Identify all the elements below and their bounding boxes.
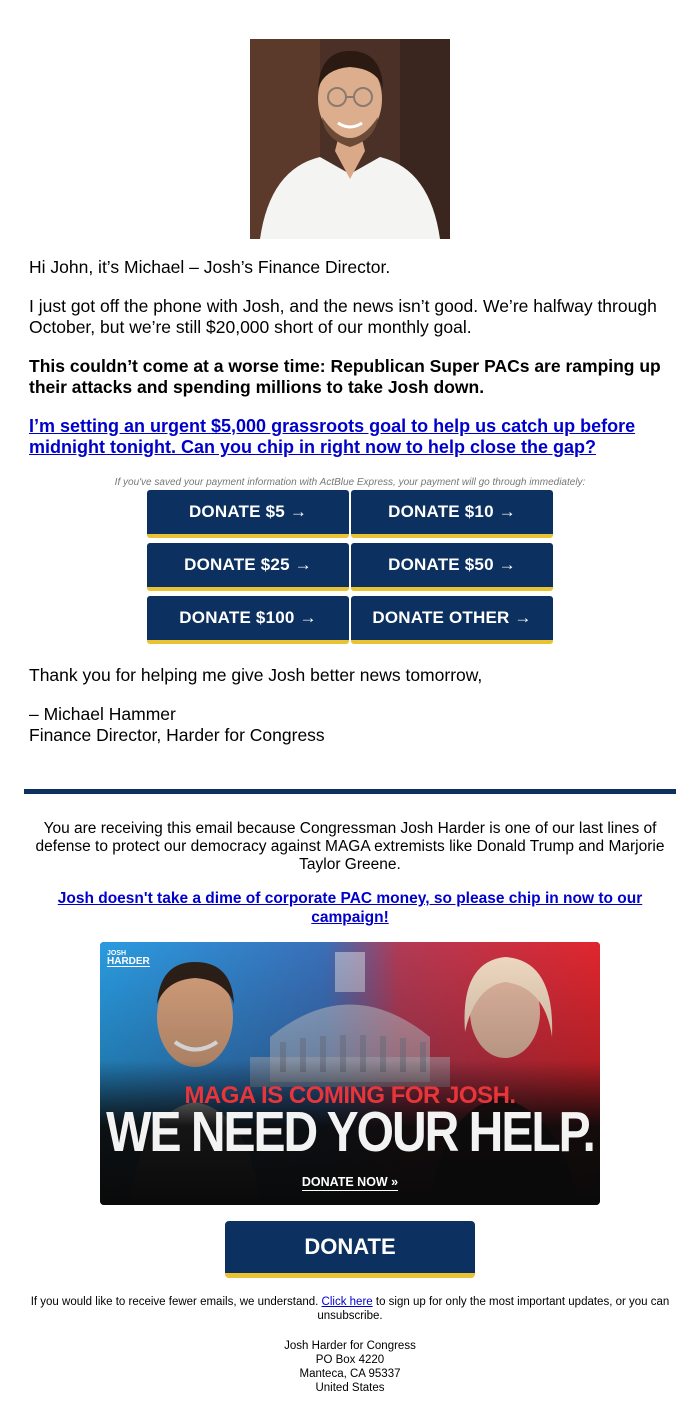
footer-reason: You are receiving this email because Congressman Josh Harder is one of our last lines of defense to protect our democracy against MAGA extremists like Donald Trump and Marjorie Taylor Greene. [35, 820, 665, 873]
address-country: United States [315, 1382, 385, 1394]
section-divider [24, 789, 676, 794]
donate-button[interactable]: DONATE [225, 1221, 475, 1278]
signature-title: Finance Director, Harder for Congress [29, 725, 325, 745]
paragraph-2: This couldn’t come at a worse time: Republican Super PACs are ramping up their attacks and spending millions to take Josh down. [29, 356, 661, 397]
thanks-text: Thank you for helping me give Josh better news tomorrow, [29, 665, 483, 685]
maga-banner-image[interactable] [100, 942, 600, 1205]
donate-10-button[interactable]: DONATE $10 → [351, 490, 553, 538]
unsubscribe-text [20, 1295, 680, 1323]
address-org: Josh Harder for Congress [284, 1340, 416, 1352]
banner-headline-1: MAGA IS COMING FOR JOSH. [184, 1082, 516, 1109]
harder-logo: JOSH HARDER [107, 950, 150, 967]
donate-5-button[interactable]: DONATE $5 → [147, 490, 349, 538]
donate-other-button[interactable]: DONATE OTHER → [351, 596, 553, 644]
paragraph-1: I just got off the phone with Josh, and the news isn’t good. We’re halfway through October, but we’re still $20,000 short of our monthly goal. [29, 296, 657, 337]
footer-link-paragraph [40, 889, 660, 927]
address-box: PO Box 4220 [315, 1354, 385, 1366]
urgent-donate-link[interactable]: I’m setting an urgent $5,000 grassroots goal to help us catch up before midnight tonight. Can you chip in right now to help close the gap? [29, 416, 636, 457]
banner-headline-2: WE NEED YOUR HELP. [106, 1101, 594, 1164]
actblue-note: If you've saved your payment information with ActBlue Express, your payment will go through immediately: [114, 477, 586, 488]
urgent-link-paragraph [29, 416, 669, 458]
banner-donate-now[interactable]: DONATE NOW » [301, 1175, 399, 1189]
address-city: Manteca, CA 95337 [299, 1368, 401, 1380]
corporate-pac-donate-link[interactable]: Josh doesn't take a dime of corporate PAC money, so please chip in now to our campaign! [57, 890, 643, 926]
donate-25-button[interactable]: DONATE $25 → [147, 543, 349, 591]
click-here-link[interactable]: Click here [321, 1296, 373, 1308]
donate-50-button[interactable]: DONATE $50 → [351, 543, 553, 591]
mailing-address [0, 1339, 700, 1395]
unsubscribe-before: If you would like to receive fewer emails, we understand. [30, 1296, 322, 1308]
donate-100-button[interactable]: DONATE $100 → [147, 596, 349, 644]
header-photo [250, 39, 450, 239]
unsubscribe-after: to sign up for only the most important updates, or you can unsubscribe. [317, 1296, 670, 1322]
signature-name: – Michael Hammer [29, 704, 176, 724]
greeting: Hi John, it’s Michael – Josh’s Finance Director. [29, 257, 391, 277]
